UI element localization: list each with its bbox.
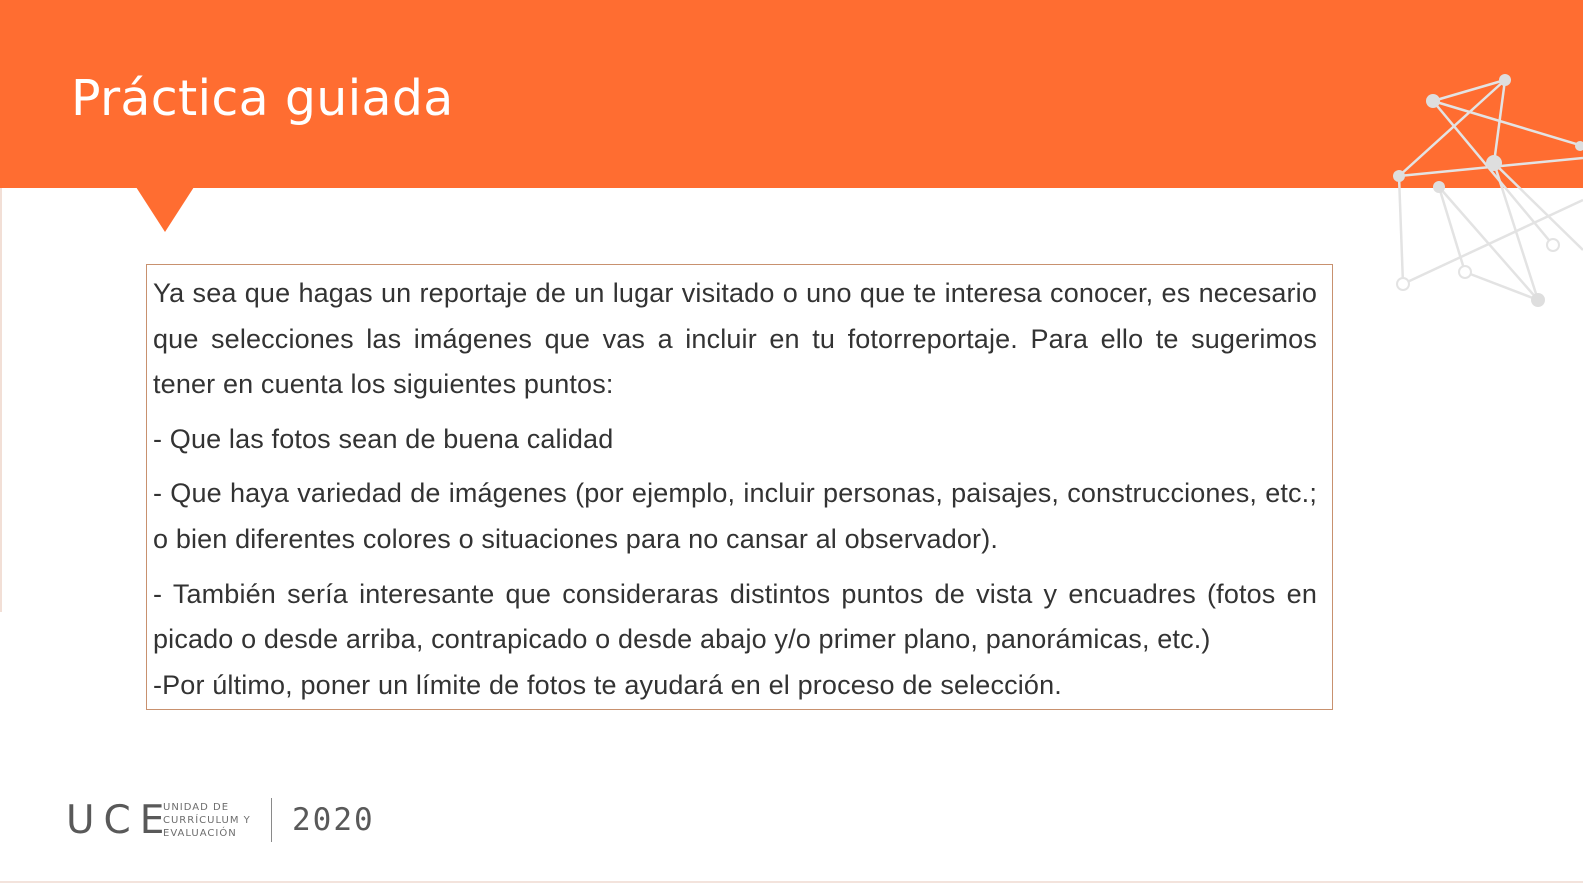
logo-line: CURRÍCULUM Y	[163, 815, 251, 826]
title-band	[0, 0, 1583, 188]
point-quality: - Que las fotos sean de buena calidad	[153, 423, 614, 454]
bottom-rule	[0, 881, 1583, 883]
point-limit: -Por último, poner un límite de fotos te ayudará en el proceso de selección.	[153, 669, 1062, 700]
content-body	[153, 271, 1317, 717]
point-variety: - Que haya variedad de imágenes (por ejemplo, incluir personas, paisajes, construcciones, etc.; o bien diferentes colores o situaciones para no cansar al observador).	[153, 478, 1317, 554]
logo-letters: UCE	[66, 798, 174, 843]
title-band-pointer	[136, 187, 194, 232]
left-edge-accent	[0, 188, 2, 612]
logo-line: UNIDAD DE	[163, 802, 230, 813]
logo-line: EVALUACIÓN	[163, 828, 237, 839]
intro-paragraph: Ya sea que hagas un reportaje de un lugar visitado o uno que te interesa conocer, es necesario que selecciones las imágenes que vas a incluir en tu fotorreportaje. Para ello te sugerimos tener en cuenta los siguientes puntos:	[153, 278, 1317, 400]
slide-title: Práctica guiada	[71, 70, 454, 127]
network-graph-icon	[1380, 60, 1583, 320]
logo-subtitle	[163, 801, 251, 840]
logo-year: 2020	[292, 802, 375, 838]
point-viewpoints: - También sería interesante que consideraras distintos puntos de vista y encuadres (fotos en picado o desde arriba, contrapicado o desde abajo y/o primer plano, panorámicas, etc.)	[153, 578, 1317, 655]
logo-divider	[271, 798, 272, 842]
